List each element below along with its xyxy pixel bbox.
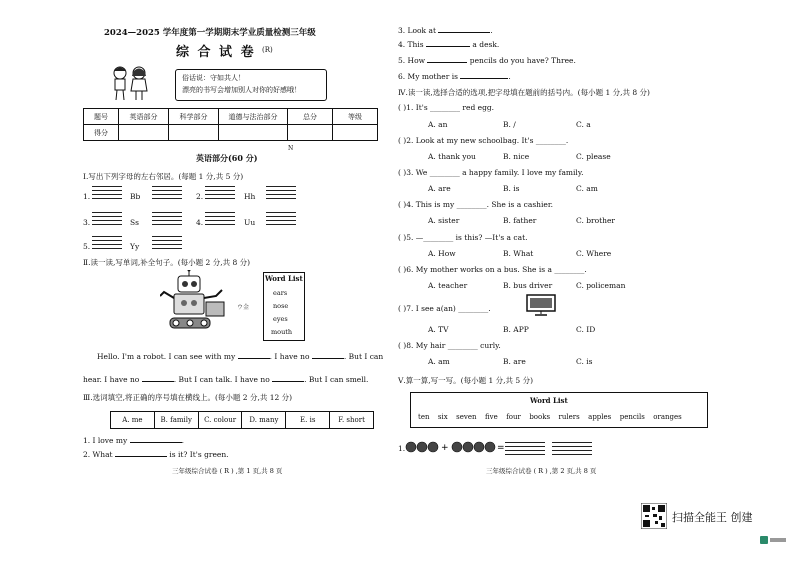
choice-option[interactable]: B. is — [503, 184, 520, 193]
score-cell[interactable] — [333, 125, 378, 141]
paper-title: 综 合 试 卷 — [176, 45, 256, 60]
passage-fragment: . I have no — [269, 352, 310, 361]
writing-lines[interactable] — [92, 186, 122, 202]
apple-icons — [405, 440, 505, 454]
app-logo-icon — [760, 536, 786, 544]
fill-question — [398, 25, 493, 35]
page-footer-2: 三年级综合试卷 ( R ) ,第 2 页,共 8 页 — [486, 467, 597, 475]
writing-lines[interactable] — [205, 186, 235, 202]
stray-mark: N — [288, 145, 294, 152]
paper-variant: (R) — [262, 46, 273, 54]
question-text: 2. What — [83, 450, 113, 459]
writing-lines[interactable] — [205, 212, 235, 228]
letter-item-num: 5. — [83, 242, 91, 251]
answer-blank[interactable] — [312, 351, 344, 359]
answer-blank[interactable] — [272, 374, 304, 382]
letter-item-num: 3. — [83, 218, 91, 227]
word-list-item: pencils — [619, 413, 645, 421]
writing-lines[interactable] — [266, 212, 296, 228]
passage-fragment: . But I can — [343, 352, 384, 361]
score-header: 题号 — [84, 109, 119, 125]
choice-option[interactable]: A. teacher — [428, 281, 468, 290]
letter-item: Hh — [244, 192, 256, 201]
word-list-item: six — [437, 413, 448, 421]
passage-fragment: Hello. I'm a robot. I can see with my — [97, 352, 236, 361]
writing-lines[interactable] — [152, 212, 182, 228]
section3-title: Ⅲ.选词填空,将正确的序号填在横线上。(每小题 2 分,共 12 分) — [83, 393, 293, 402]
choice-stem[interactable]: ( )6. My mother works on a bus. She is a ________. — [398, 265, 587, 274]
motto-line-2: 漂亮的书写会增加别人对你的好感哦！ — [182, 86, 301, 94]
svg-text:=: = — [497, 443, 505, 453]
question-text: pencils do you have? Three. — [469, 56, 576, 65]
answer-blank[interactable] — [427, 55, 467, 63]
choice-option[interactable]: A. How — [428, 249, 456, 258]
choice-option[interactable]: C. is — [576, 357, 593, 366]
option-item: B. family — [155, 412, 199, 428]
option-box — [110, 411, 374, 429]
svg-text:+: + — [441, 443, 449, 453]
fill-question — [398, 71, 511, 81]
choice-option[interactable]: A. sister — [428, 216, 460, 225]
word-list-item: eyes — [273, 315, 288, 323]
option-item: A. me — [111, 412, 155, 428]
robot-illustration — [160, 270, 232, 336]
word-list-row — [418, 413, 682, 421]
score-header: 道德与法治部分 — [219, 109, 288, 125]
fill-question — [83, 435, 184, 445]
option-item: D. many — [242, 412, 286, 428]
score-cell[interactable] — [288, 125, 333, 141]
calc-question-num: 1. — [398, 444, 406, 453]
answer-blank[interactable] — [115, 449, 167, 457]
writing-lines[interactable] — [152, 186, 182, 202]
choice-option[interactable]: C. Where — [576, 249, 612, 258]
writing-lines[interactable] — [266, 186, 296, 202]
score-header: 等级 — [333, 109, 378, 125]
score-table — [83, 108, 378, 141]
word-list-item: apples — [588, 413, 612, 421]
choice-option[interactable]: B. / — [503, 120, 516, 129]
question-text: 6. My mother is — [398, 72, 458, 81]
choice-option[interactable]: A. TV — [428, 325, 449, 334]
choice-option[interactable]: A. an — [428, 120, 448, 129]
question-text: 1. I love my — [83, 436, 128, 445]
score-header: 科学部分 — [169, 109, 219, 125]
score-cell[interactable] — [219, 125, 288, 141]
choice-stem[interactable]: ( )7. I see a(an) ________. — [398, 304, 491, 313]
score-header: 英语部分 — [119, 109, 169, 125]
fill-question — [398, 39, 499, 49]
watermark-text: 扫描全能王 创建 — [672, 511, 753, 524]
question-text: 3. Look at — [398, 26, 436, 35]
qr-code-icon — [641, 503, 667, 529]
word-list-item: seven — [456, 413, 477, 421]
choice-option[interactable]: B. bus driver — [503, 281, 553, 290]
answer-blank[interactable] — [460, 71, 511, 81]
fill-question — [83, 449, 229, 459]
letter-item: Yy — [130, 242, 140, 251]
question-text: 4. This — [398, 40, 424, 49]
page-footer-1: 三年级综合试卷 ( R ) ,第 1 页,共 8 页 — [172, 467, 283, 475]
answer-blank[interactable] — [142, 374, 174, 382]
answer-blank[interactable] — [130, 435, 182, 443]
answer-blank[interactable] — [438, 25, 493, 35]
choice-stem[interactable]: ( )2. Look at my new schoolbag. It's ________. — [398, 136, 569, 145]
tv-icon — [526, 294, 556, 316]
word-list-title: Word List — [265, 274, 303, 283]
answer-blank[interactable] — [238, 351, 270, 359]
word-list-item: ten — [418, 413, 430, 421]
word-list-item: four — [506, 413, 521, 421]
word-list-item: ears — [273, 289, 288, 297]
choice-option[interactable]: C. brother — [576, 216, 616, 225]
section4-title: Ⅳ.读一读,选择合适的选项,把字母填在题前的括号内。(每小题 1 分,共 8 分) — [398, 88, 650, 97]
choice-option[interactable]: A. are — [428, 184, 451, 193]
letter-item-num: 2. — [196, 192, 204, 201]
word-list-title: Word List — [530, 396, 568, 405]
motto-line-1: 俗话说：守如共人！ — [182, 74, 245, 82]
section1-title: Ⅰ.写出下列字母的左右邻居。(每题 1 分,共 5 分) — [83, 172, 244, 181]
choice-stem[interactable]: ( )5. —________ is this? —It's a cat. — [398, 233, 528, 242]
option-item: C. colour — [199, 412, 243, 428]
section5-title: Ⅴ.算一算,写一写。(每小题 1 分,共 5 分) — [398, 376, 533, 385]
choice-stem[interactable]: ( )8. My hair ________ curly. — [398, 341, 501, 350]
choice-option[interactable]: B. nice — [503, 152, 530, 161]
choice-stem[interactable]: ( )4. This is my ________. She is a cashier. — [398, 200, 553, 209]
writing-lines[interactable] — [92, 212, 122, 228]
fill-question — [398, 55, 576, 65]
writing-lines[interactable] — [552, 442, 592, 458]
word-list-item: mouth — [271, 328, 293, 336]
choice-option[interactable]: C. ID — [576, 325, 596, 334]
word-list-item: books — [529, 413, 551, 421]
letter-item-num: 4. — [196, 218, 204, 227]
word-list-item: oranges — [653, 413, 682, 421]
section2-title: Ⅱ.读一读,写单词,补全句子。(每小题 2 分,共 8 分) — [83, 258, 251, 267]
choice-stem[interactable]: ( )1. It's ________ red egg. — [398, 103, 495, 112]
letter-item: Uu — [244, 218, 256, 227]
english-heading: 英语部分(60 分) — [196, 153, 258, 163]
option-item: E. is — [286, 412, 330, 428]
robot-caption: ウ金 — [237, 304, 250, 311]
choice-option[interactable]: A. thank you — [428, 152, 476, 161]
answer-blank[interactable] — [426, 39, 470, 47]
score-header: 总分 — [288, 109, 333, 125]
writing-lines[interactable] — [92, 236, 122, 252]
choice-option[interactable]: C. policeman — [576, 281, 626, 290]
choice-option[interactable]: B. What — [503, 249, 534, 258]
choice-option[interactable]: B. APP — [503, 325, 529, 334]
word-list-item: five — [484, 413, 498, 421]
choice-option[interactable]: B. father — [503, 216, 537, 225]
question-text: 5. How — [398, 56, 426, 65]
word-list-item: nose — [273, 302, 289, 310]
passage-fragment: . But I can talk. I have no — [173, 375, 270, 384]
question-text: . — [508, 72, 511, 81]
choice-option[interactable]: C. a — [576, 120, 591, 129]
passage-fragment: hear. I have no — [83, 375, 140, 384]
passage-text — [97, 351, 383, 361]
score-cell[interactable] — [169, 125, 219, 141]
question-text: is it? It's green. — [169, 450, 229, 459]
score-cell[interactable] — [119, 125, 169, 141]
choice-option[interactable]: A. am — [428, 357, 450, 366]
exam-title: 2024—2025 学年度第一学期期末学业质量检测三年级 — [104, 28, 316, 38]
question-text: a desk. — [472, 40, 500, 49]
score-row-label: 得分 — [84, 125, 119, 141]
passage-fragment: . But I can smell. — [304, 375, 369, 384]
passage-text — [83, 374, 368, 384]
letter-item: Ss — [130, 218, 139, 227]
choice-stem[interactable]: ( )3. We ________ a happy family. I love my family. — [398, 168, 584, 177]
writing-lines[interactable] — [152, 236, 182, 252]
letter-item: Bb — [130, 192, 141, 201]
writing-lines[interactable] — [505, 442, 545, 458]
children-illustration — [108, 64, 152, 102]
letter-item-num: 1. — [83, 192, 91, 201]
word-list-item: rulers — [558, 413, 580, 421]
option-item: F. short — [338, 416, 365, 424]
choice-option[interactable]: C. please — [576, 152, 611, 161]
choice-option[interactable]: C. am — [576, 184, 598, 193]
question-text: . — [181, 436, 184, 445]
question-text: . — [490, 26, 493, 35]
choice-option[interactable]: B. are — [503, 357, 526, 366]
